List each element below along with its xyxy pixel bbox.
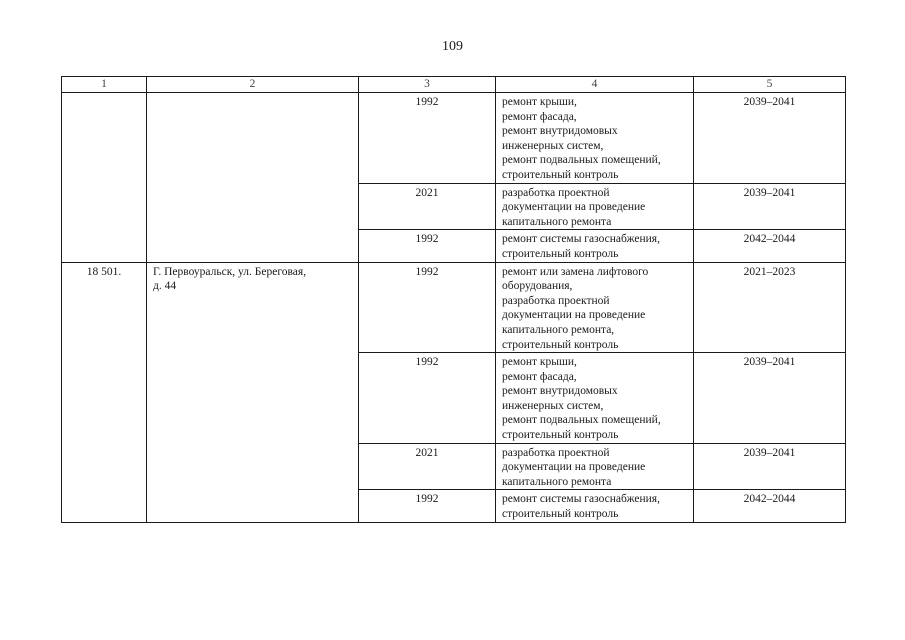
table-row <box>62 262 846 353</box>
work-description-cell <box>496 230 694 262</box>
work-description-cell <box>496 262 694 353</box>
work-description-line: ремонт подвальных помещений, <box>502 414 661 427</box>
year-cell: 2021 <box>359 183 496 230</box>
work-description-line: капитального ремонта <box>502 475 612 488</box>
work-description-line: разработка проектной <box>502 186 610 199</box>
work-description-line: инженерных систем, <box>502 139 604 152</box>
address-cell <box>147 93 359 263</box>
work-description-cell <box>496 443 694 490</box>
work-description-cell <box>496 490 694 522</box>
work-description-line: документации на проведение <box>502 461 646 474</box>
work-schedule-table <box>61 76 846 523</box>
table-body <box>62 93 846 523</box>
work-description-line: документации на проведение <box>502 201 646 214</box>
work-description-line: строительный контроль <box>502 168 619 181</box>
year-cell: 1992 <box>359 262 496 353</box>
page-number: 109 <box>442 39 463 54</box>
work-description-line: разработка проектной <box>502 294 610 307</box>
period-cell: 2021–2023 <box>694 262 846 353</box>
work-description-line: разработка проектной <box>502 446 610 459</box>
period-cell: 2039–2041 <box>694 353 846 444</box>
work-description-line: строительный контроль <box>502 508 619 521</box>
work-description-line: ремонт системы газоснабжения, <box>502 493 660 506</box>
header-row <box>62 77 846 93</box>
year-cell: 2021 <box>359 443 496 490</box>
work-description-line: строительный контроль <box>502 247 619 260</box>
work-description-line: строительный контроль <box>502 338 619 351</box>
year-cell: 1992 <box>359 490 496 522</box>
work-description-cell <box>496 93 694 184</box>
work-description-line: инженерных систем, <box>502 399 604 412</box>
work-description-line: капитального ремонта <box>502 215 612 228</box>
work-description-line: капитального ремонта, <box>502 323 615 336</box>
work-description-line: ремонт системы газоснабжения, <box>502 233 660 246</box>
period-cell: 2042–2044 <box>694 230 846 262</box>
work-description-line: документации на проведение <box>502 309 646 322</box>
work-description-line: ремонт фасада, <box>502 370 577 383</box>
year-cell: 1992 <box>359 353 496 444</box>
period-cell: 2042–2044 <box>694 490 846 522</box>
year-cell: 1992 <box>359 93 496 184</box>
work-description-cell <box>496 353 694 444</box>
table-row <box>62 93 846 184</box>
column-header-2: 2 <box>147 77 359 93</box>
row-number-cell <box>62 93 147 263</box>
work-description-line: ремонт крыши, <box>502 96 577 108</box>
column-header-4: 4 <box>496 77 694 93</box>
work-description-line: ремонт подвальных помещений, <box>502 154 661 167</box>
period-cell: 2039–2041 <box>694 93 846 184</box>
column-header-5: 5 <box>694 77 846 93</box>
work-description-line: ремонт внутридомовых <box>502 125 618 138</box>
column-header-3: 3 <box>359 77 496 93</box>
address-line: д. 44 <box>153 280 177 293</box>
work-description-line: ремонт или замена лифтового <box>502 265 649 278</box>
work-description-line: строительный контроль <box>502 429 619 442</box>
work-description-cell <box>496 183 694 230</box>
work-description-line: ремонт фасада, <box>502 110 577 123</box>
column-header-1: 1 <box>62 77 147 93</box>
period-cell: 2039–2041 <box>694 443 846 490</box>
address-cell <box>147 262 359 522</box>
work-description-line: оборудования, <box>502 280 573 293</box>
work-description-line: ремонт внутридомовых <box>502 385 618 398</box>
work-description-line: ремонт крыши, <box>502 356 577 369</box>
period-cell: 2039–2041 <box>694 183 846 230</box>
year-cell: 1992 <box>359 230 496 262</box>
row-number-cell: 18 501. <box>62 262 147 522</box>
address-line: Г. Первоуральск, ул. Береговая, <box>153 265 307 278</box>
table-header <box>62 77 846 93</box>
